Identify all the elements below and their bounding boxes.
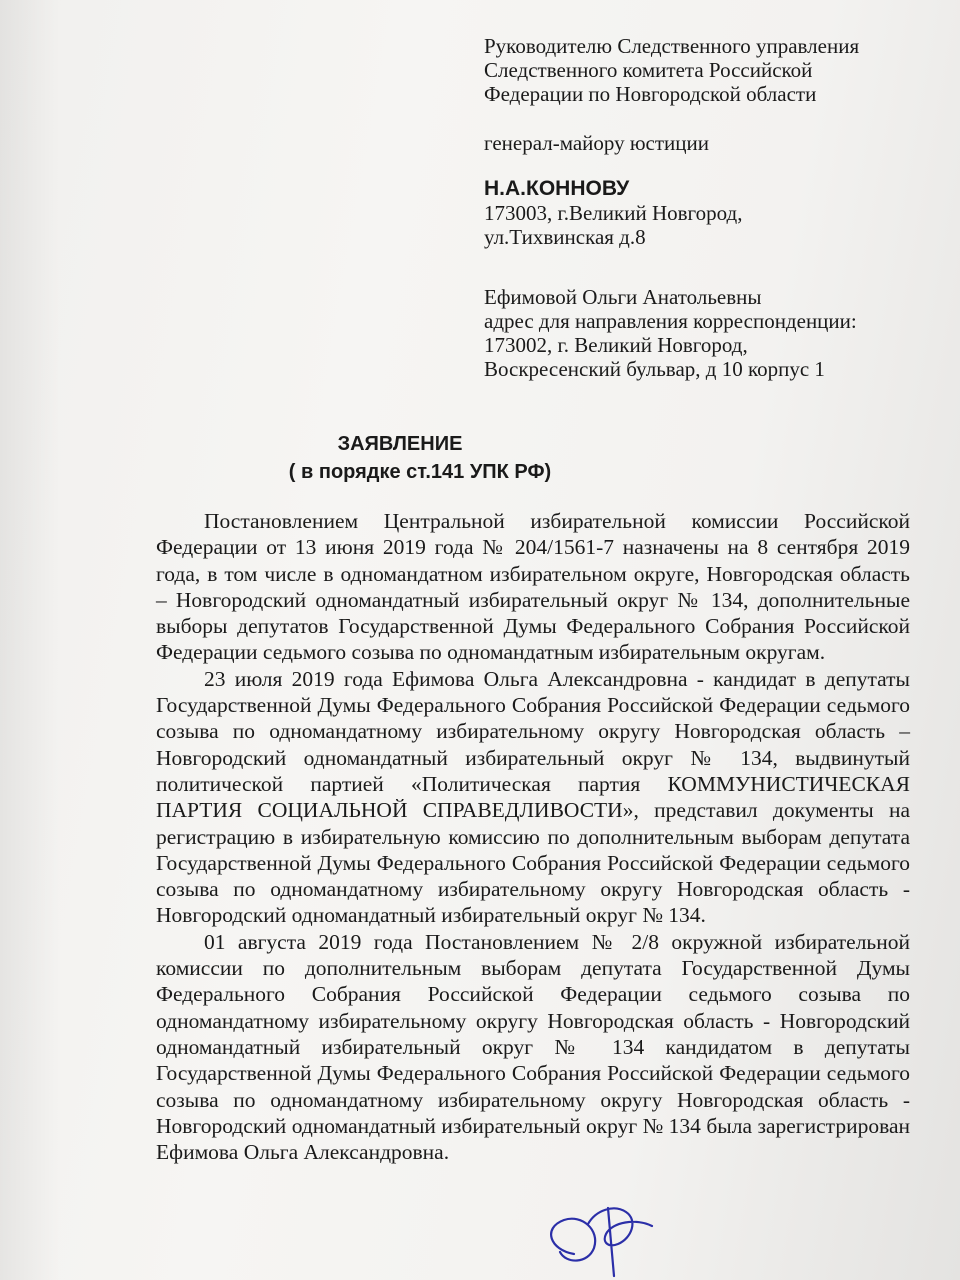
sender-address-1: 173002, г. Великий Новгород,	[484, 333, 748, 357]
addressee-address-2: ул.Тихвинская д.8	[484, 225, 646, 249]
paragraph-3: 01 августа 2019 года Постановлением № 2/8 окружной избирательной комиссии по дополнительным выборам депутата Государственной Думы Федерального Собрания Российской Федерации седьмого созыва по одномандатному избирательному округу Новгородская область - Новгородский одномандатный избирательный округ № 134 кандидатом в депутаты Государственной Думы Федерального Собрания Российской Федерации седьмого созыва по одномандатному избирательному округу Новгородская область - Новгородский одномандатный избирательный округ № 134 была зарегистрирован Ефимова Ольга Александровна.	[156, 929, 910, 1165]
sender-address-label: адрес для направления корреспонденции:	[484, 309, 857, 333]
document-subtitle: ( в порядке ст.141 УПК РФ)	[288, 461, 552, 483]
handwritten-signature	[530, 1190, 670, 1280]
addressee-line-3: Федерации по Новгородской области	[484, 82, 817, 106]
document-heading	[230, 430, 610, 486]
document-body	[156, 508, 910, 1165]
addressee-name: Н.А.КОННОВУ	[484, 177, 630, 200]
paragraph-2: 23 июля 2019 года Ефимова Ольга Александровна - кандидат в депутаты Государственной Думы Федерального Собрания Российской Федерации седьмого созыва по одномандатному избирательному округу Новгородская область – Новгородский одномандатный избирательный округ № 134, выдвинутый политической партией «Политическая партия КОММУНИСТИЧЕСКАЯ ПАРТИЯ СОЦИАЛЬНОЙ СПРАВЕДЛИВОСТИ», представил документы на регистрацию в избирательную комиссию по дополнительным выборам депутата Государственной Думы Федерального Собрания Российской Федерации седьмого созыва по одномандатному избирательному округу Новгородская область - Новгородский одномандатный избирательный округ № 134.	[156, 666, 910, 928]
document-title: ЗАЯВЛЕНИЕ	[337, 433, 463, 455]
addressee-rank: генерал-майору юстиции	[484, 131, 710, 155]
paragraph-1: Постановлением Центральной избирательной комиссии Российской Федерации от 13 июня 2019 года № 204/1561-7 назначены на 8 сентября 2019 года, в том числе в одномандатном избирательном округе, Новгородская область – Новгородский одномандатный избирательный округ № 134, дополнительные выборы депутатов Государственной Думы Федерального Собрания Российской Федерации седьмого созыва по одномандатным избирательным округам.	[156, 509, 910, 665]
signature-stroke	[551, 1208, 652, 1276]
page-shadow	[0, 0, 60, 1280]
addressee-line-2: Следственного комитета Российской	[484, 58, 813, 82]
sender-address-2: Воскресенский бульвар, д 10 корпус 1	[484, 357, 825, 381]
addressee-line-1: Руководителю Следственного управления	[484, 34, 860, 58]
sender-name: Ефимовой Ольги Анатольевны	[484, 285, 762, 309]
addressee-address-1: 173003, г.Великий Новгород,	[484, 201, 743, 225]
addressee-block	[484, 34, 934, 381]
